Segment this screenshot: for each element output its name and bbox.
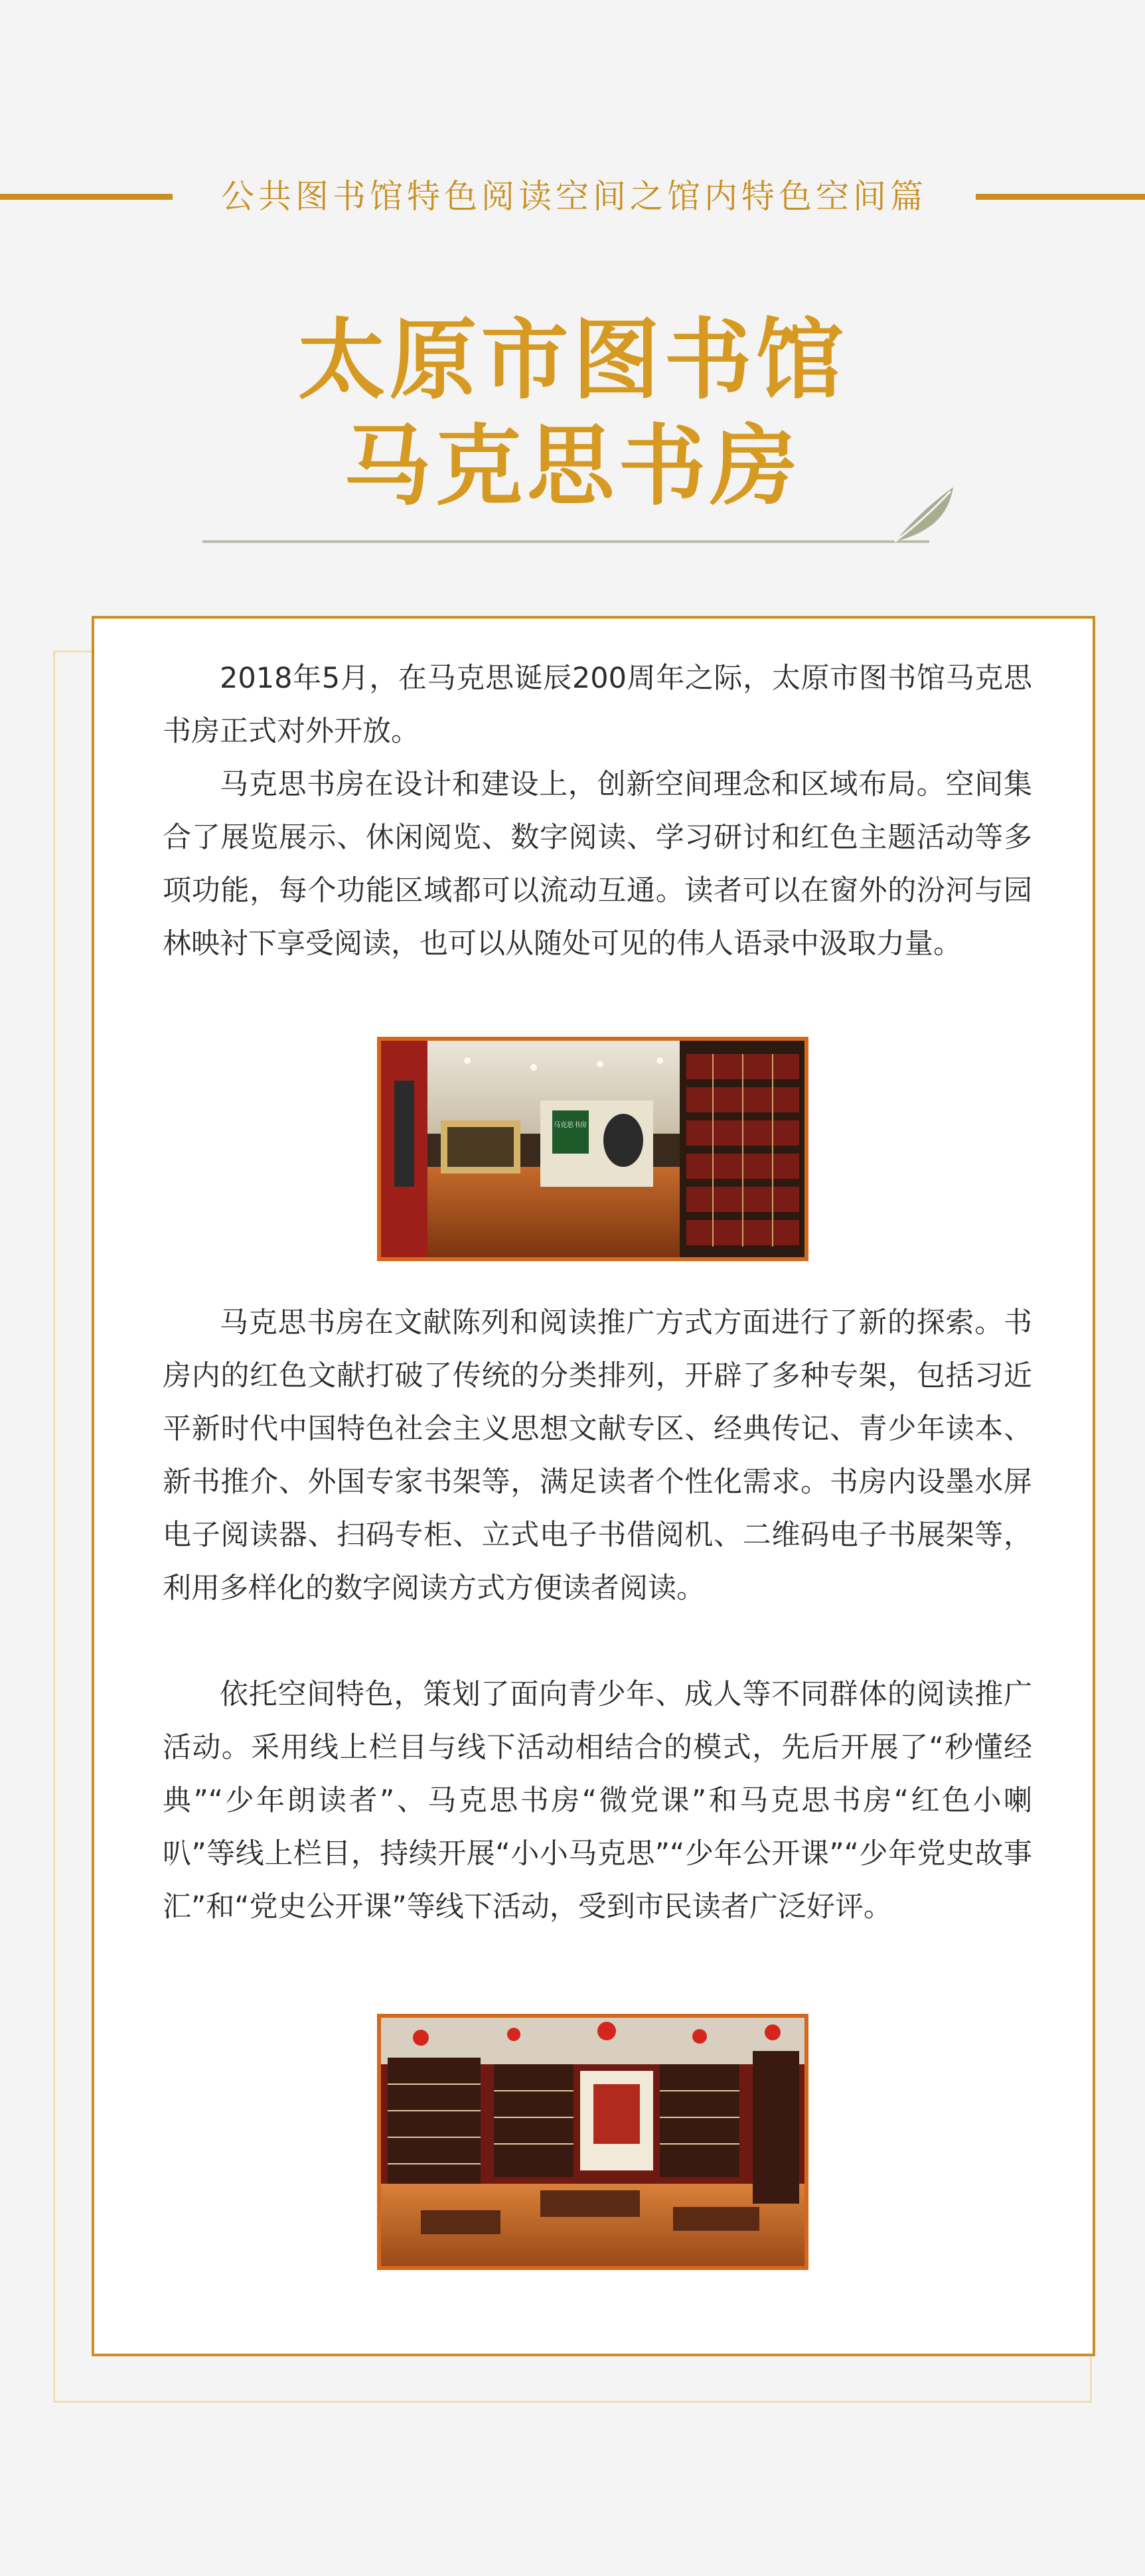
photo-sign-text: 马克思书房 xyxy=(554,1122,587,1129)
page-title-line1: 太原市图书馆 xyxy=(297,309,848,412)
header-rule-left xyxy=(0,194,173,200)
article-paragraph-3: 马克思书房在文献陈列和阅读推广方式方面进行了新的探索。书房内的红色文献打破了传统的分类排列，开辟了多种专架，包括习近平新时代中国特色社会主义思想文献专区、经典传记、青少年读本、新书推介、外国专家书架等，满足读者个性化需求。书房内设墨水屏电子阅读器、扫码专柜、立式电子书借阅机、二维码电子书展架等，利用多样化的数字阅读方式方便读者阅读。 xyxy=(163,1306,1032,1605)
photo-reading-room-entrance xyxy=(377,1037,808,1261)
title-underline xyxy=(202,540,929,543)
article-paragraph-1: 2018年5月，在马克思诞辰200周年之际，太原市图书馆马克思书房正式对外开放。 xyxy=(163,662,1032,748)
page-title-line2: 马克思书房 xyxy=(343,416,802,518)
article-paragraph-4: 依托空间特色，策划了面向青少年、成人等不同群体的阅读推广活动。采用线上栏目与线下活动相结合的模式，先后开展了“秒懂经典”“少年朗读者”、马克思书房“微党课”和马克思书房“红色小喇叭”等线上栏目，持续开展“小小马克思”“少年公开课”“少年党史故事汇”和“党史公开课”等线下活动，受到市民读者广泛好评。 xyxy=(163,1678,1032,1924)
photo-reading-room-interior xyxy=(377,2014,808,2270)
article-paragraph-2: 马克思书房在设计和建设上，创新空间理念和区域布局。空间集合了展览展示、休闲阅览、数字阅读、学习研讨和红色主题活动等多项功能，每个功能区域都可以流动互通。读者可以在窗外的汾河与园林映衬下享受阅读，也可以从随处可见的伟人语录中汲取力量。 xyxy=(163,768,1032,960)
leaf-ornament-icon xyxy=(889,485,956,544)
series-title: 公共图书馆特色阅读空间之馆内特色空间篇 xyxy=(221,177,927,216)
header-rule-right xyxy=(976,194,1145,200)
